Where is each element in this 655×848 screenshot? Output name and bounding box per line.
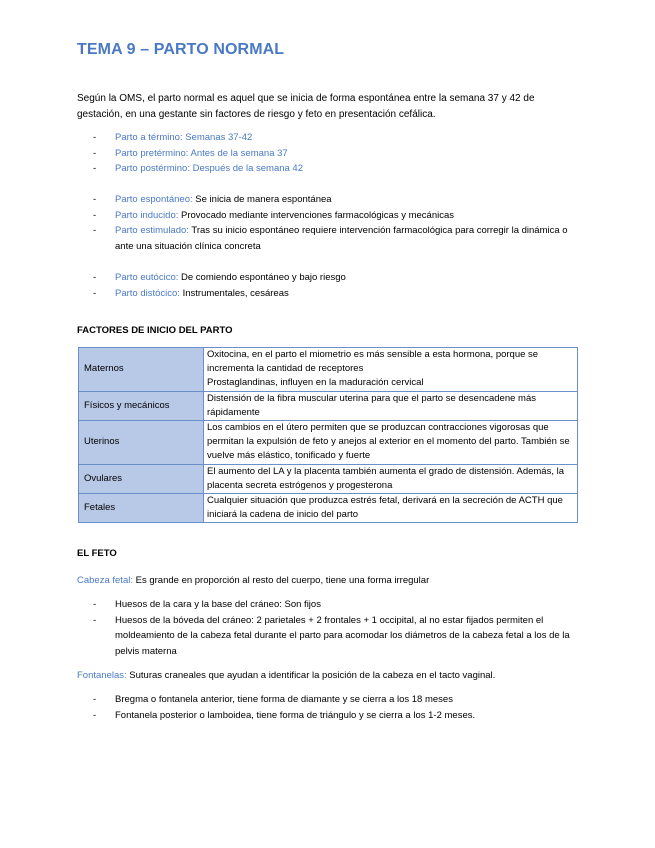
cabeza-paragraph: Cabeza fetal: Es grande en proporción al resto del cuerpo, tiene una forma irregular [77, 575, 430, 586]
fontanelas-paragraph: Fontanelas: Suturas craneales que ayudan a identificar la posición de la cabeza en el tacto vaginal. [77, 670, 496, 681]
feto-heading: EL FETO [77, 548, 117, 559]
table-row [79, 494, 578, 523]
factors-heading: FACTORES DE INICIO DEL PARTO [77, 325, 233, 336]
row-value: Los cambios en el útero permiten que se produzcan contracciones vigorosas que permitan la expulsión de feto y anejos al exterior en el momento del parto. También se vuelve más elástico, tonificado y fuerte [204, 421, 578, 465]
list-item: - Huesos de la cara y la base del cráneo: Son fijos [93, 599, 321, 610]
list-item: - Parto estimulado: Tras su inicio espontáneo requiere intervención farmacológica para corregir la dinámica o ante una situación clínica concreta [93, 225, 568, 252]
intro-paragraph: Según la OMS, el parto normal es aquel que se inicia de forma espontánea entre la semana 37 y 42 de gestación, en una gestante sin factores de riesgo y feto en presentación cefálica. [77, 93, 535, 120]
factors-table [78, 347, 578, 523]
list-item: - Parto pretérmino: Antes de la semana 37 [93, 147, 288, 159]
row-key: Fetales [79, 494, 204, 523]
cabeza-list [93, 597, 585, 659]
list-item: - Fontanela posterior o lamboidea, tiene forma de triángulo y se cierra a los 1-2 meses. [93, 709, 476, 721]
list-item: - Parto distócico: Instrumentales, cesáreas [93, 287, 289, 299]
list-item: - Parto inducido: Provocado mediante intervenciones farmacológicas y mecánicas [93, 209, 455, 221]
type-list [93, 270, 585, 301]
page-title: TEMA 9 – PARTO NORMAL [77, 41, 285, 58]
table-row [79, 391, 578, 420]
list-item: - Parto a término: Semanas 37-42 [93, 132, 253, 143]
table-row [79, 348, 578, 392]
row-key: Ovulares [79, 464, 204, 493]
onset-list [93, 192, 585, 254]
table-row [79, 421, 578, 465]
list-item: - Parto espontáneo: Se inicia de manera espontánea [93, 194, 332, 205]
row-value: Cualquier situación que produzca estrés fetal, derivará en la secreción de ACTH que iniciará la cadena de inicio del parto [204, 494, 578, 523]
term-list [93, 130, 585, 177]
row-key: Maternos [79, 348, 204, 392]
row-key: Físicos y mecánicos [79, 391, 204, 420]
list-item: - Parto postérmino: Después de la semana 42 [93, 163, 303, 174]
row-key: Uterinos [79, 421, 204, 465]
row-value: Distensión de la fibra muscular uterina para que el parto se desencadene más rápidamente [204, 391, 578, 420]
table-row [79, 464, 578, 493]
list-item: - Parto eutócico: De comiendo espontáneo y bajo riesgo [93, 272, 346, 283]
fontanelas-list [93, 692, 585, 723]
row-value: El aumento del LA y la placenta también aumenta el grado de distensión. Además, la placenta secreta estrógenos y progesterona [204, 464, 578, 493]
list-item: - Huesos de la bóveda del cráneo: 2 parietales + 2 frontales + 1 occipital, al no estar fijados permiten el moldeamiento de la cabeza fetal durante el parto para acomodar los diámetros de la cabeza fetal a los de la pelvis materna [93, 614, 570, 657]
list-item: - Bregma o fontanela anterior, tiene forma de diamante y se cierra a los 18 meses [93, 694, 453, 705]
row-value: Oxitocina, en el parto el miometrio es más sensible a esta hormona, porque se incrementa la cantidad de receptores Prostaglandinas, influyen en la maduración cervical [204, 348, 578, 392]
